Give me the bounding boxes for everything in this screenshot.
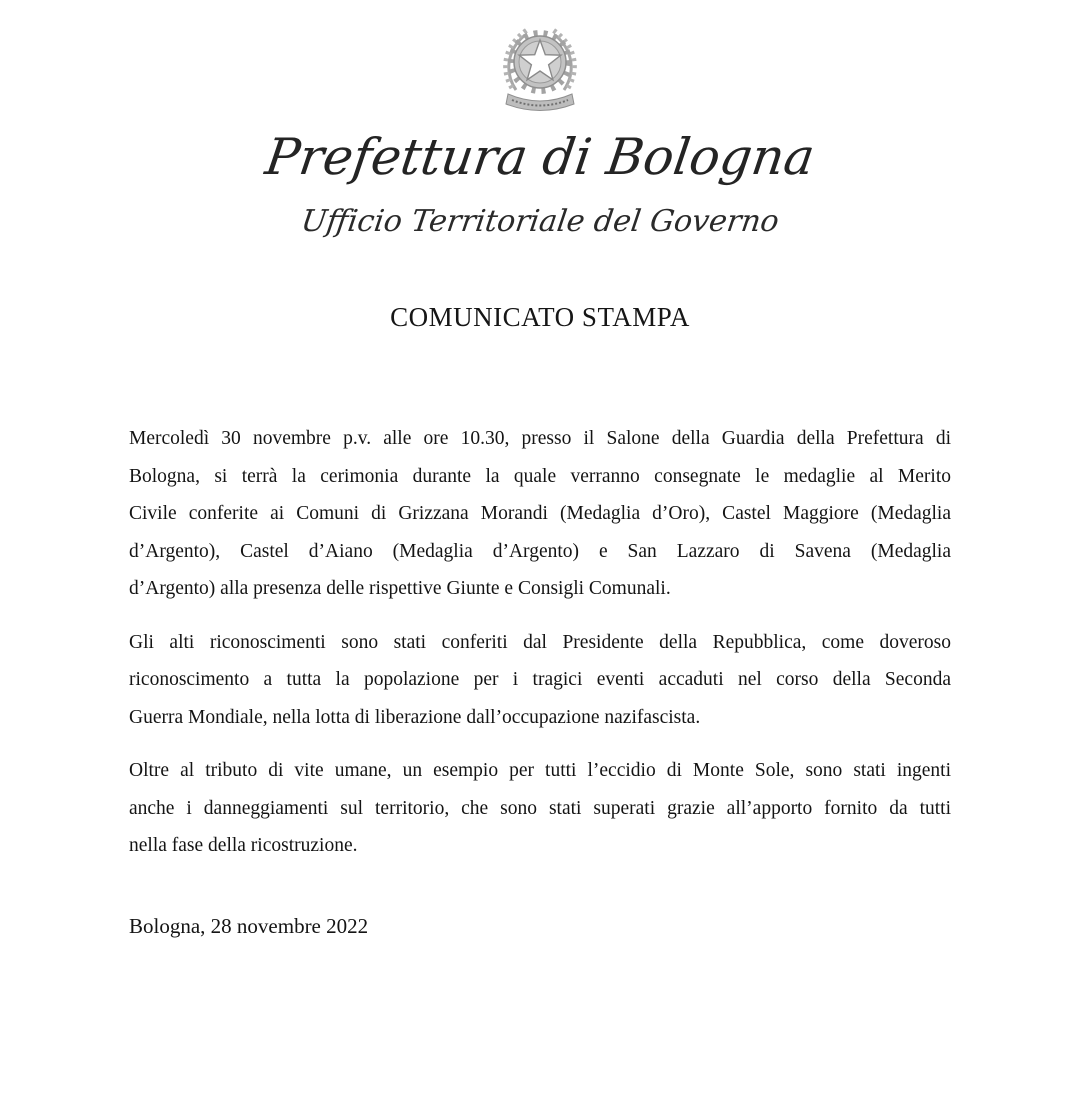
document-title: COMUNICATO STAMPA xyxy=(390,302,690,332)
paragraph-line: d’Argento), Castel d’Aiano (Medaglia d’Argento) e San Lazzaro di Savena (Medaglia xyxy=(129,540,951,562)
paragraph-line: d’Argento) alla presenza delle rispettive Giunte e Consigli Comunali. xyxy=(129,578,671,599)
paragraph-line: anche i danneggiamenti sul territorio, che sono stati superati grazie all’apporto fornito da tutti xyxy=(129,797,951,819)
office-subtitle: Ufficio Territoriale del Governo xyxy=(299,204,782,239)
dateline: Bologna, 28 novembre 2022 xyxy=(129,913,369,938)
paragraph-event-announcement xyxy=(129,420,951,608)
paragraph-line: riconoscimento a tutta la popolazione per i tragici eventi accaduti nel corso della Seconda xyxy=(129,669,951,690)
paragraph-line: nella fase della ricostruzione. xyxy=(129,835,358,856)
document-body xyxy=(129,420,951,941)
paragraph-line: Oltre al tributo di vite umane, un esempio per tutti l’eccidio di Monte Sole, sono stati ingenti xyxy=(129,760,951,781)
italian-republic-emblem-icon xyxy=(492,18,588,118)
paragraph-reconstruction xyxy=(129,752,951,865)
organization-name: Prefettura di Bologna xyxy=(261,128,819,186)
document-header xyxy=(0,18,1080,334)
paragraph-honors-background xyxy=(129,624,951,737)
paragraph-line: Civile conferite ai Comuni di Grizzana Morandi (Medaglia d’Oro), Castel Maggiore (Medaglia xyxy=(129,503,951,524)
paragraph-line: Gli alti riconoscimenti sono stati conferiti dal Presidente della Repubblica, come doveroso xyxy=(129,631,951,653)
paragraph-line: Guerra Mondiale, nella lotta di liberazione dall’occupazione nazifascista. xyxy=(129,706,701,728)
paragraph-line: Bologna, si terrà la cerimonia durante la quale verranno consegnate le medaglie al Merito xyxy=(129,465,951,487)
paragraph-line: Mercoledì 30 novembre p.v. alle ore 10.30, presso il Salone della Guardia della Prefettura di xyxy=(129,428,951,449)
